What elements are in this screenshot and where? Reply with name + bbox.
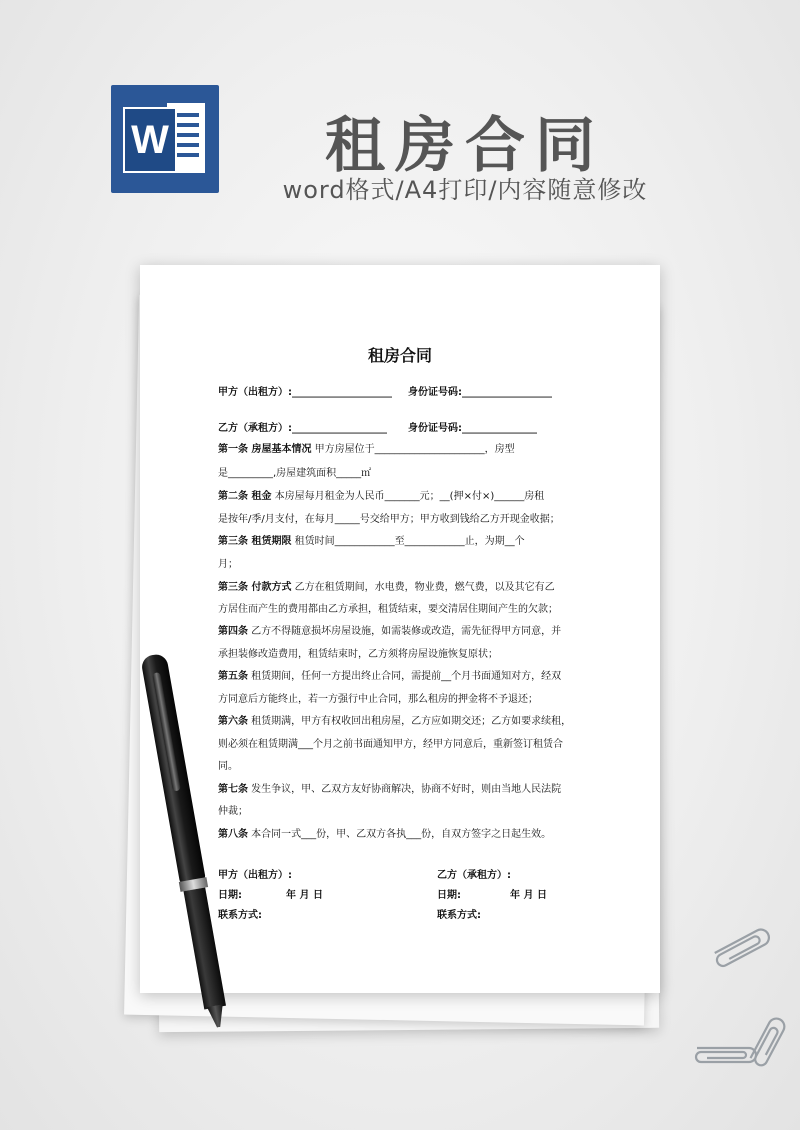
clause-text: 乙方不得随意损坏房屋设施，如需装修或改造，需先征得甲方同意，并 [248, 626, 562, 637]
clause-heading: 第五条 [218, 671, 248, 682]
clause-text: 租赁时间____________至____________止，为期__个 [291, 536, 525, 547]
clause-line [218, 558, 590, 572]
clause-text: 是按年/季/月支付，在每月_____号交给甲方；甲方收到钱给乙方开现金收据； [218, 514, 560, 525]
party-a-blank: ____________________ [292, 387, 392, 398]
clause-text: 本合同一式___份，甲、乙双方各执___份，自双方签字之日起生效。 [248, 829, 552, 840]
paperclip-icon [705, 918, 775, 968]
clause-text: 则必须在租赁期满___个月之前书面通知甲方，经甲方同意后，重新签订租赁合 [218, 739, 563, 750]
clause-heading: 第八条 [218, 829, 248, 840]
contact-label-b: 联系方式: [437, 910, 481, 921]
date-label-b: 日期: [437, 890, 461, 901]
clause-line [218, 693, 590, 707]
page-title: 租房合同 [325, 111, 605, 181]
date-label-a: 日期: [218, 890, 242, 901]
clause-line [218, 490, 590, 504]
date-units-b: 年 月 日 [510, 890, 547, 901]
clause-text: 承担装修改造费用，租赁结束时，乙方须将房屋设施恢复原状； [218, 649, 498, 660]
clause-text: 本房屋每月租金为人民币_______元；__(押×付×)______房租 [271, 491, 545, 502]
clause-heading: 第七条 [218, 784, 248, 795]
word-logo-icon [111, 85, 219, 193]
clause-line [218, 670, 590, 684]
clause-line [218, 648, 590, 662]
party-a-line [218, 386, 590, 400]
party-a-id-label: 身份证号码:__________________ [408, 387, 552, 398]
signature-date-row [218, 889, 590, 903]
clause-text: 乙方在租赁期间，水电费，物业费，燃气费，以及其它有乙 [291, 582, 555, 593]
clause-line [218, 783, 590, 797]
party-b-blank: ___________________ [292, 423, 387, 434]
clause-text: 同。 [218, 761, 238, 772]
clause-heading: 第一条 房屋基本情况 [218, 444, 312, 455]
clause-line [218, 738, 590, 752]
word-w-letter: W [123, 107, 177, 173]
clause-line [218, 443, 590, 457]
clause-text: 甲方房屋位于______________________，房型 [311, 444, 515, 455]
page-subtitle: word格式/A4打印/内容随意修改 [282, 176, 648, 204]
clause-line [218, 760, 590, 774]
clause-line [218, 603, 590, 617]
clause-text: 仲裁； [218, 806, 248, 817]
clause-line [218, 581, 590, 595]
clause-heading: 第六条 [218, 716, 248, 727]
clause-line [218, 715, 590, 729]
clause-text: 方同意后方能终止，若一方强行中止合同，那么租房的押金将不予退还； [218, 694, 538, 705]
contract-page [140, 265, 660, 993]
party-b-line [218, 422, 590, 436]
date-units-a: 年 月 日 [286, 890, 323, 901]
clause-text: 租赁期满，甲方有权收回出租房屋，乙方应如期交还；乙方如要求续租， [248, 716, 572, 727]
clause-text: 是_________,房屋建筑面积_____㎡ [218, 468, 372, 479]
party-a-label: 甲方（出租方）: [218, 387, 292, 398]
party-b-id-label: 身份证号码:_______________ [408, 423, 537, 434]
clause-heading: 第四条 [218, 626, 248, 637]
clause-text: 发生争议，甲、乙双方友好协商解决，协商不好时，则由当地人民法院 [248, 784, 562, 795]
clause-heading: 第三条 付款方式 [218, 582, 292, 593]
clause-line [218, 535, 590, 549]
signature-party-b: 乙方（承租方）: [437, 870, 511, 881]
signature-party-a: 甲方（出租方）: 乙方（承租方）: [218, 870, 511, 881]
clause-heading: 第三条 租赁期限 [218, 536, 292, 547]
clause-text: 方居住而产生的费用都由乙方承担，租赁结束，要交清居住期间产生的欠款； [218, 604, 558, 615]
clause-heading: 第二条 租金 [218, 491, 272, 502]
signature-contact-row [218, 909, 590, 923]
contract-title: 租房合同 [367, 346, 432, 365]
clause-line [218, 625, 590, 639]
clause-text: 租赁期间，任何一方提出终止合同，需提前__个月书面通知对方，经双 [248, 671, 562, 682]
clause-text: 月； [218, 559, 238, 570]
party-b-label: 乙方（承租方）: [218, 423, 292, 434]
clause-line [218, 828, 590, 842]
clause-line [218, 513, 590, 527]
clause-line [218, 805, 590, 819]
paperclip-icon [693, 1040, 763, 1070]
contact-label-a: 联系方式: [218, 910, 262, 921]
clause-line [218, 467, 590, 481]
